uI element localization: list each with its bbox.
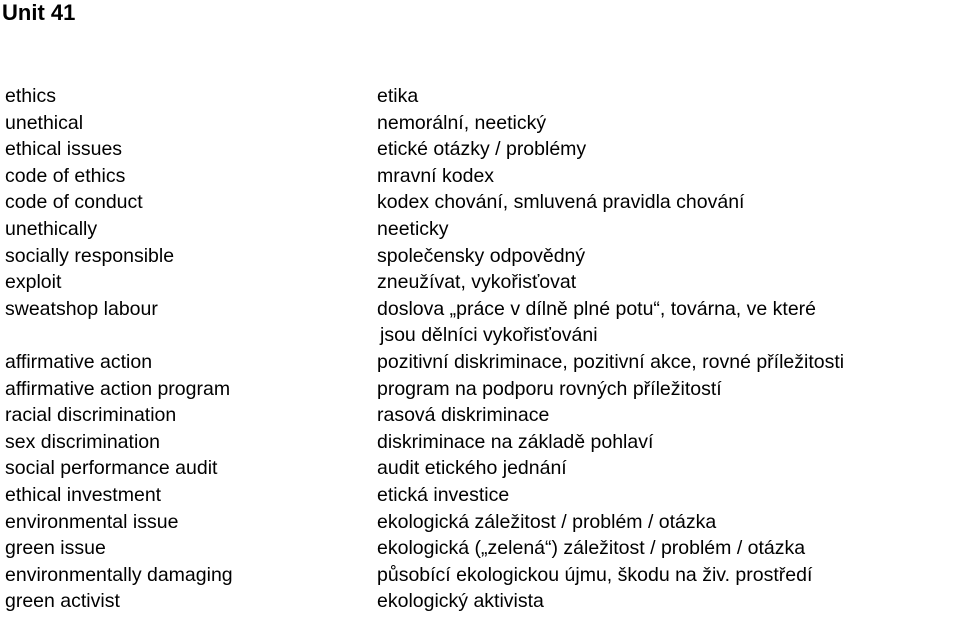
czech-translation: ekologická („zelená“) záležitost / problém / otázka (377, 537, 806, 560)
czech-translation: etika (377, 85, 419, 107)
czech-translation: nemorální, neetický (377, 111, 547, 134)
english-term: socially responsible (5, 244, 175, 267)
english-term: affirmative action program (5, 377, 231, 400)
czech-translation: ekologický aktivista (377, 590, 544, 613)
english-term: social performance audit (5, 457, 218, 480)
czech-translation: doslova „práce v dílně plné potu“, továrna, ve které (377, 297, 816, 320)
czech-translation: pozitivní diskriminace, pozitivní akce, rovné příležitosti (377, 350, 845, 373)
czech-translation: zneužívat, vykořisťovat (377, 271, 577, 294)
czech-translation: audit etického jednání (377, 457, 567, 480)
english-term-column (5, 83, 233, 615)
english-term: environmental issue (5, 510, 179, 533)
english-term: ethics (5, 85, 56, 107)
czech-translation: etická investice (377, 483, 510, 506)
czech-translation: diskriminace na základě pohlaví (377, 430, 654, 453)
english-term: green issue (5, 537, 106, 560)
czech-translation: program na podporu rovných příležitostí (377, 377, 722, 400)
czech-translation: společensky odpovědný (377, 244, 586, 267)
english-term: racial discrimination (5, 404, 177, 427)
english-term: ethical investment (5, 483, 162, 506)
english-term (5, 322, 233, 349)
czech-translation-continuation: jsou dělníci vykořisťováni (380, 324, 598, 347)
czech-translation: kodex chování, smluvená pravidla chování (377, 191, 745, 214)
czech-translation: ekologická záležitost / problém / otázka (377, 510, 717, 533)
czech-translation-column (377, 83, 844, 615)
english-term: unethical (5, 111, 84, 134)
english-term: affirmative action (5, 350, 153, 373)
english-term: code of conduct (5, 191, 143, 214)
czech-translation: neeticky (377, 217, 449, 240)
czech-translation: mravní kodex (377, 164, 495, 187)
english-term: sex discrimination (5, 430, 160, 453)
czech-translation: působící ekologickou újmu, škodu na živ. prostředí (377, 563, 813, 586)
czech-translation: etické otázky / problémy (377, 138, 587, 161)
english-term: code of ethics (5, 164, 126, 187)
english-term: ethical issues (5, 138, 123, 161)
english-term: sweatshop labour (5, 297, 158, 320)
english-term: environmentally damaging (5, 563, 233, 586)
page-title: Unit 41 (2, 0, 76, 25)
czech-translation: rasová diskriminace (377, 404, 550, 427)
english-term: green activist (5, 590, 120, 613)
english-term: exploit (5, 271, 62, 294)
english-term: unethically (5, 217, 98, 240)
